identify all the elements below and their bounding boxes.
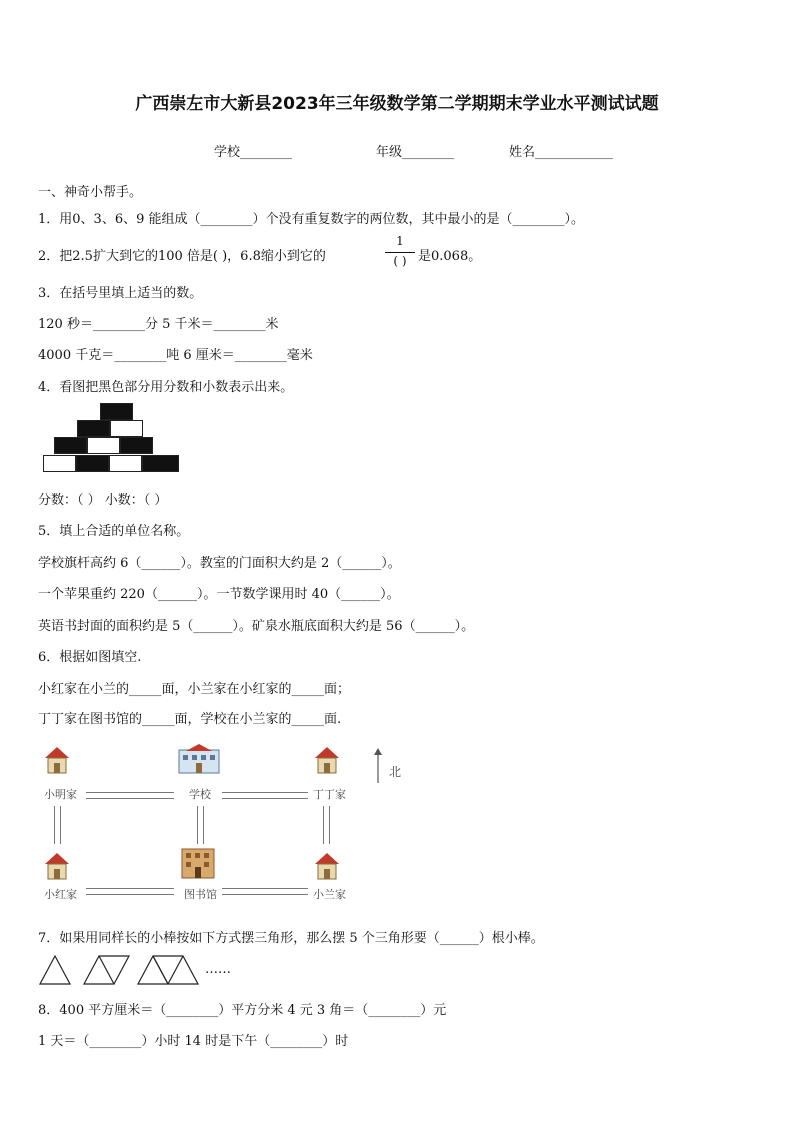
road	[54, 806, 61, 844]
road	[86, 792, 174, 799]
question-6: 6．根据如图填空.	[38, 650, 142, 665]
brick	[100, 403, 133, 420]
north-label: 北	[389, 765, 402, 779]
section-heading: 一、神奇小帮手。	[38, 185, 143, 200]
brick	[87, 437, 120, 454]
road	[86, 888, 174, 895]
school-building-icon	[178, 744, 220, 774]
school-field: 学校________	[214, 145, 293, 160]
brick	[54, 437, 87, 454]
brick	[110, 420, 143, 437]
north-arrow-icon	[372, 748, 384, 784]
brick	[120, 437, 153, 454]
fraction-bar	[385, 252, 415, 253]
question-4-answer: 分数：（ ） 小数：（ ）	[38, 493, 168, 508]
house-icon	[314, 852, 340, 880]
brick	[142, 455, 179, 472]
road	[323, 806, 330, 844]
road	[197, 806, 204, 844]
house-icon	[44, 852, 70, 880]
map-label-xiaoming: 小明家	[44, 788, 77, 801]
question-5-line-3: 英语书封面的面积约是 5（______）。矿泉水瓶底面积大约是 56（______）。	[38, 619, 475, 634]
question-8-line-1: 8．400 平方厘米＝（________）平方分米 4 元 3 角＝（________）元	[38, 1003, 447, 1018]
map-label-xiaohong: 小红家	[44, 888, 77, 901]
house-icon	[44, 746, 70, 774]
question-8-line-2: 1 天＝（________）小时 14 时是下午（________）时	[38, 1034, 349, 1049]
continuation-dots: ……	[205, 962, 231, 977]
library-building-icon	[180, 845, 216, 879]
question-2-before: 2．把2.5扩大到它的100 倍是( )，6.8缩小到它的	[38, 249, 326, 264]
question-3-line-1: 120 秒＝________分 5 千米＝________米	[38, 317, 279, 332]
road	[222, 888, 308, 895]
fraction-denominator: ( )	[393, 254, 407, 268]
brick	[109, 455, 142, 472]
question-6-line-1: 小红家在小兰的_____面，小兰家在小红家的_____面；	[38, 682, 351, 697]
road	[222, 792, 308, 799]
question-4: 4．看图把黑色部分用分数和小数表示出来。	[38, 380, 294, 395]
question-3: 3．在括号里填上适当的数。	[38, 286, 203, 301]
map-label-library: 图书馆	[184, 888, 217, 901]
map-label-dingding: 丁丁家	[313, 788, 346, 801]
question-7: 7．如果用同样长的小棒按如下方式摆三角形，那么摆 5 个三角形要（______）根小棒。	[38, 931, 544, 946]
page-title: 广西崇左市大新县2023年三年级数学第二学期期末学业水平测试试题	[135, 94, 659, 114]
brick	[76, 455, 109, 472]
question-6-line-2: 丁丁家在图书馆的_____面，学校在小兰家的_____面.	[38, 712, 342, 727]
question-5: 5．填上合适的单位名称。	[38, 524, 190, 539]
question-2-after: 是0.068。	[418, 249, 482, 264]
brick	[43, 455, 76, 472]
map-label-school: 学校	[189, 788, 211, 801]
question-5-line-1: 学校旗杆高约 6（______）。教室的门面积大约是 2（______）。	[38, 556, 401, 571]
house-icon	[314, 746, 340, 774]
map-label-xiaolan: 小兰家	[313, 888, 346, 901]
fraction-numerator: 1	[396, 234, 404, 248]
name-field: 姓名____________	[509, 145, 614, 160]
grade-field: 年级________	[376, 145, 455, 160]
question-5-line-2: 一个苹果重约 220（______）。一节数学课用时 40（______）。	[38, 587, 400, 602]
question-2	[38, 245, 326, 264]
triangle-sticks-figure	[38, 954, 208, 986]
brick	[77, 420, 110, 437]
question-1: 1．用0、3、6、9 能组成（________）个没有重复数字的两位数，其中最小的是（________）。	[38, 212, 584, 227]
question-3-line-2: 4000 千克＝________吨 6 厘米＝________毫米	[38, 348, 313, 363]
